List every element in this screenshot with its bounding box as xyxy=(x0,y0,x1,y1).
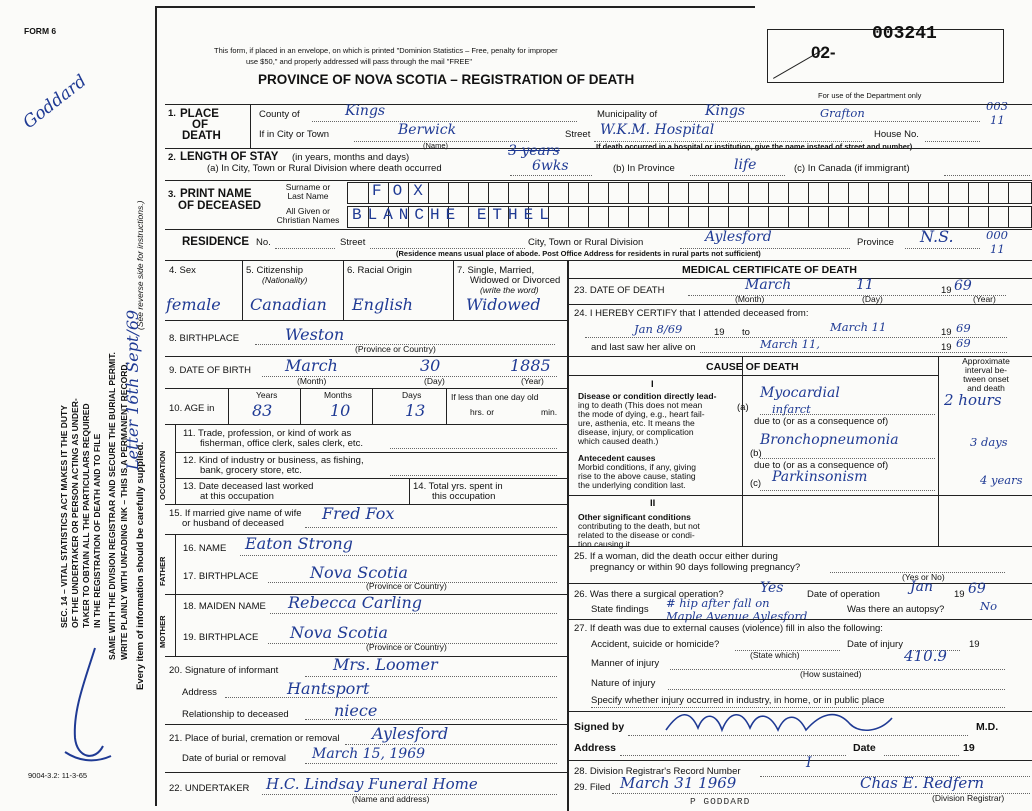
rule xyxy=(453,260,454,320)
stay-c-label: (c) In Canada (if immigrant) xyxy=(794,163,910,174)
rule xyxy=(305,527,557,528)
death-month: March xyxy=(745,277,792,293)
death-date-label: 23. DATE OF DEATH xyxy=(574,285,665,296)
side-text-line6: WRITE PLAINLY WITH UNFADING INK – THIS IS A PERMANENT RECORD. xyxy=(119,362,129,660)
department-note: For use of the Department only xyxy=(818,91,922,100)
rule xyxy=(690,175,785,176)
stay-label-note: (in years, months and days) xyxy=(292,152,410,163)
rule xyxy=(305,763,557,764)
municipality-label: Municipality of xyxy=(597,109,658,120)
signature-address-label: Address xyxy=(574,742,617,754)
side-handwriting: Letter 16th Sept/69 xyxy=(123,309,142,470)
rule xyxy=(446,388,447,424)
place-label-2: OF xyxy=(192,119,208,131)
rule xyxy=(275,248,335,249)
item-2-number: 2. xyxy=(168,152,176,163)
rule xyxy=(165,356,567,357)
mother-maiden-label: 18. MAIDEN NAME xyxy=(183,601,266,612)
county-label: County of xyxy=(259,109,300,120)
q26-date-label: Date of operation xyxy=(807,589,880,600)
due-to-a: due to (or as a consequence of) xyxy=(754,416,889,427)
surname-value: FOX xyxy=(372,182,434,200)
signature-date-label: Date xyxy=(853,742,876,754)
header-note-1: This form, if placed in an envelope, on which is printed "Dominion Statistics – Free, penalty for improper xyxy=(214,46,558,55)
rule xyxy=(250,104,251,148)
rule xyxy=(760,414,935,415)
municipality-value: Kings xyxy=(705,103,746,119)
margin-name: Goddard xyxy=(19,71,91,133)
dob-year: 1885 xyxy=(510,356,551,375)
stay-b-label: (b) In Province xyxy=(613,163,675,174)
mother-caption: (Province or Country) xyxy=(366,642,447,652)
relationship-value: niece xyxy=(334,701,378,720)
side-text-line2: OF THE UNDERTAKER OR PERSON ACTING AS UNDER- xyxy=(70,398,80,628)
sex-label: 4. Sex xyxy=(169,265,196,276)
spouse-label-1: 15. If married give name of wife xyxy=(169,508,302,519)
item-1-number: 1. xyxy=(168,108,176,119)
antecedent-label-4: the underlying condition last. xyxy=(578,480,686,490)
dept-code-3: 000 xyxy=(986,228,1008,242)
signed-by-label: Signed by xyxy=(574,721,625,733)
direct-label-3: the mode of dying, e.g., heart fail- xyxy=(578,409,705,419)
industry-label-2: bank, grocery store, etc. xyxy=(200,465,302,476)
father-birthplace-label: 17. BIRTHPLACE xyxy=(183,571,259,582)
direct-label-2: ing to death (This does not mean xyxy=(578,400,703,410)
rule xyxy=(240,555,557,556)
last-saw-value: March 11, xyxy=(760,337,820,351)
rule xyxy=(175,424,176,504)
last-worked-label-1: 13. Date deceased last worked xyxy=(183,481,314,492)
cause-part-two: II xyxy=(650,498,656,509)
place-label-3: DEATH xyxy=(182,130,221,142)
death-year: 69 xyxy=(954,278,972,294)
last-saw-label: and last saw her alive on xyxy=(591,342,696,353)
registrar-caption: (Division Registrar) xyxy=(932,793,1005,803)
dept-code-1: 003 xyxy=(986,99,1008,113)
cause-a-interval: 2 hours xyxy=(944,391,1002,409)
signature-year-prefix: 19 xyxy=(963,742,975,754)
cause-b-value: Bronchopneumonia xyxy=(760,432,899,448)
rule xyxy=(165,772,567,773)
relationship-label: Relationship to deceased xyxy=(182,709,289,720)
dob-label: 9. DATE OF BIRTH xyxy=(169,365,251,376)
form-number: FORM 6 xyxy=(24,26,57,36)
months-label: Months xyxy=(324,390,352,400)
cause-code: 410.9 xyxy=(904,647,947,665)
injury-year-prefix: 19 xyxy=(969,639,980,650)
mother-birthplace-label: 19. BIRTHPLACE xyxy=(183,632,259,643)
rule xyxy=(620,755,846,756)
surname-label-1: Surname or xyxy=(285,182,331,192)
given-label-1: All Given or xyxy=(286,206,330,216)
rule xyxy=(175,478,567,479)
age-years: 83 xyxy=(252,401,273,420)
birthplace-label: 8. BIRTHPLACE xyxy=(169,333,240,344)
birthplace-caption: (Province or Country) xyxy=(355,344,436,354)
last-saw-year-prefix: 19 xyxy=(941,342,952,353)
undertaker-caption: (Name and address) xyxy=(352,794,430,804)
form-title: PROVINCE OF NOVA SCOTIA – REGISTRATION OF DEATH xyxy=(258,72,635,87)
rule xyxy=(345,744,557,745)
residence-label: RESIDENCE xyxy=(182,236,250,248)
rule xyxy=(165,424,567,425)
sex-value: female xyxy=(166,295,221,314)
rule xyxy=(760,458,935,459)
q25-caption: (Yes or No) xyxy=(902,572,945,582)
attended-to: March 11 xyxy=(830,320,887,334)
how-sustained-caption: (How sustained) xyxy=(800,669,862,679)
total-years-label-1: 14. Total yrs. spent in xyxy=(413,481,503,492)
rule xyxy=(700,352,1007,353)
interval-label-2: interval be- xyxy=(964,365,1008,375)
rule xyxy=(165,148,1032,149)
attended-from-year-prefix: 19 xyxy=(714,327,725,338)
informant-signature-label: 20. Signature of informant xyxy=(169,665,279,676)
accident-label: Accident, suicide or homicide? xyxy=(591,639,720,650)
informant-address-value: Hantsport xyxy=(287,679,370,698)
q29-label: 29. Filed xyxy=(574,782,611,793)
direct-label-5: disease, injury, or complication xyxy=(578,427,694,437)
autopsy-label: Was there an autopsy? xyxy=(847,604,945,615)
direct-label-1: Disease or condition directly lead- xyxy=(578,391,717,401)
deceased-label-1: PRINT NAME xyxy=(180,188,252,200)
rule xyxy=(242,260,243,320)
antecedent-label-1: Antecedent causes xyxy=(578,453,656,463)
q25-label-1: 25. If a woman, did the death occur either during xyxy=(574,551,778,562)
rule xyxy=(628,735,968,736)
rule xyxy=(944,175,1030,176)
stay-a-struck: 3 years xyxy=(508,143,560,159)
cause-a-line-2: infarct xyxy=(772,402,811,416)
racial-label: 6. Racial Origin xyxy=(347,265,412,276)
findings-label: State findings xyxy=(591,604,649,615)
rule xyxy=(680,121,980,122)
burial-date-value: March 15, 1969 xyxy=(312,746,426,762)
city-value: Berwick xyxy=(398,122,457,138)
q26-date-value: Jan xyxy=(910,579,933,595)
header-note-2: use $50," and properly addressed will pass through the mail "FREE" xyxy=(246,57,473,66)
citizenship-value: Canadian xyxy=(250,295,327,314)
side-text-line7: Every item of information should be carefully supplied. xyxy=(135,441,146,690)
other-label-3: related to the disease or condi- xyxy=(578,530,695,540)
dob-month: March xyxy=(285,356,338,375)
spouse-value: Fred Fox xyxy=(322,504,395,523)
dob-day-caption: (Day) xyxy=(424,376,445,386)
rule xyxy=(925,141,980,142)
rule xyxy=(305,719,557,720)
rule xyxy=(225,697,557,698)
margin-signature-mark xyxy=(55,640,115,770)
autopsy-value: No xyxy=(980,599,997,613)
findings-value: # hip after fall on xyxy=(666,596,770,610)
rule xyxy=(305,676,557,677)
medical-title: MEDICAL CERTIFICATE OF DEATH xyxy=(682,264,857,276)
antecedent-label-2: Morbid conditions, if any, giving xyxy=(578,462,696,472)
stay-a-value: 6wks xyxy=(532,158,569,174)
industry-label-1: 12. Kind of industry or business, as fishing, xyxy=(183,455,364,466)
side-text-line8: (See reverse side for instructions.) xyxy=(135,200,145,330)
side-text-line1: SEC. 14 – VITAL STATISTICS ACT MAKES IT THE DUTY xyxy=(59,405,69,628)
mother-side-label: MOTHER xyxy=(158,615,167,648)
father-name-label: 16. NAME xyxy=(183,543,227,554)
rule xyxy=(372,388,373,424)
cause-b-marker: (b) xyxy=(750,448,762,459)
rule xyxy=(884,755,959,756)
birthplace-value: Weston xyxy=(285,325,345,344)
dept-code-2: 11 xyxy=(990,113,1005,127)
residence-province-value: N.S. xyxy=(920,227,954,246)
rule xyxy=(567,619,1032,620)
rule xyxy=(343,260,344,320)
undertaker-value: H.C. Lindsay Funeral Home xyxy=(266,775,478,793)
residence-note: (Residence means usual place of abode. Post Office Address for residents in rural parts not sufficient) xyxy=(396,249,761,258)
street-value: W.K.M. Hospital xyxy=(600,122,715,138)
direct-label-4: ure, asthenia, etc. It means the xyxy=(578,418,695,428)
last-worked-label-2: at this occupation xyxy=(200,491,274,502)
side-text-line4: IN THE REGISTRATION OF DEATH AND TO FILE xyxy=(92,433,102,628)
hrs-label: hrs. or xyxy=(470,407,495,417)
father-birthplace-value: Nova Scotia xyxy=(310,563,408,582)
rule xyxy=(165,260,1032,261)
rule xyxy=(390,448,557,449)
rule xyxy=(760,490,935,491)
stay-b-value: life xyxy=(734,157,757,173)
dob-year-caption: (Year) xyxy=(521,376,544,386)
registrar-stamp: P GODDARD xyxy=(690,796,751,807)
residence-street-label: Street xyxy=(340,237,366,248)
filed-value: March 31 1969 xyxy=(620,774,737,792)
other-label-4: tion causing it. xyxy=(578,539,633,549)
undertaker-label: 22. UNDERTAKER xyxy=(169,783,250,794)
registration-number: 003241 xyxy=(872,24,937,44)
rule xyxy=(165,320,567,321)
place-label-1: PLACE xyxy=(180,108,219,120)
print-code: 9004-3.2: 11-3-65 xyxy=(28,771,88,780)
cause-title: CAUSE OF DEATH xyxy=(706,361,799,373)
column-divider xyxy=(567,260,569,811)
last-saw-year: 69 xyxy=(956,336,971,350)
deceased-label-2: OF DECEASED xyxy=(178,200,262,212)
side-text-line5: SAME WITH THE DIVISION REGISTRAR AND SECURE THE BURIAL PERMIT. xyxy=(107,352,117,660)
q27-label: 27. If death was due to external causes (violence) fill in also the following: xyxy=(574,623,883,634)
q26-value: Yes xyxy=(760,580,784,596)
q26-year: 69 xyxy=(968,581,986,597)
rule xyxy=(938,356,939,546)
stay-label: LENGTH OF STAY xyxy=(180,151,279,163)
rule xyxy=(270,613,557,614)
days-label: Days xyxy=(402,390,422,400)
total-years-label-2: this occupation xyxy=(432,491,496,502)
marital-label-3: (write the word) xyxy=(480,285,539,295)
burial-place-label: 21. Place of burial, cremation or removal xyxy=(169,733,340,744)
direct-label-6: which caused death.) xyxy=(578,436,659,446)
min-label: min. xyxy=(541,407,558,417)
informant-address-label: Address xyxy=(182,687,217,698)
rule xyxy=(668,689,1005,690)
form-top-border xyxy=(155,6,755,8)
registration-prefix: 02- xyxy=(811,43,836,62)
marital-label-2: Widowed or Divorced xyxy=(470,275,561,286)
rule xyxy=(165,388,567,389)
q26-label: 26. Was there a surgical operation? xyxy=(574,589,724,600)
dob-month-caption: (Month) xyxy=(297,376,327,386)
other-label-1: Other significant conditions xyxy=(578,512,691,522)
city-label: If in City or Town xyxy=(259,129,330,140)
interval-label-3: tween onset xyxy=(963,374,1009,384)
mother-birthplace-value: Nova Scotia xyxy=(290,623,388,642)
item-3-number: 3. xyxy=(168,189,176,200)
q25-label-2: pregnancy or within 90 days following pregnancy? xyxy=(590,562,801,573)
street-label: Street xyxy=(565,129,591,140)
injury-date-label: Date of injury xyxy=(847,639,903,650)
state-which-caption: (State which) xyxy=(750,650,800,660)
antecedent-label-3: rise to the above cause, stating xyxy=(578,471,696,481)
rule xyxy=(567,546,1032,547)
other-label-2: contributing to the death, but not xyxy=(578,521,700,531)
specify-label: Specify whether injury occurred in industry, in home, or in public place xyxy=(591,695,885,706)
rule xyxy=(175,594,176,656)
rule xyxy=(175,452,567,453)
due-to-b: due to (or as a consequence of) xyxy=(754,460,889,471)
surname-boxes xyxy=(347,182,1032,204)
rule xyxy=(567,375,938,376)
stay-a-label: (a) In City, Town or Rural Division where death occurred xyxy=(207,163,442,174)
certify-label: 24. I HEREBY CERTIFY that I attended deceased from: xyxy=(574,308,809,319)
death-year-prefix: 19 xyxy=(941,285,952,296)
rule xyxy=(409,478,410,504)
rule xyxy=(165,534,567,535)
cause-c-marker: (c) xyxy=(750,478,762,489)
surname-label-2: Last Name xyxy=(287,191,329,201)
attended-from: Jan 8/69 xyxy=(634,322,683,336)
rule xyxy=(228,388,229,424)
racial-value: English xyxy=(352,295,413,314)
rule xyxy=(165,724,567,725)
house-label: House No. xyxy=(874,129,919,140)
death-year-caption: (Year) xyxy=(973,294,996,304)
attended-to-year-prefix: 19 xyxy=(941,327,952,338)
form-left-border xyxy=(155,6,157,806)
rule xyxy=(905,248,980,249)
father-side-label: FATHER xyxy=(158,556,167,586)
residence-province-label: Province xyxy=(857,237,894,248)
cause-c-interval: 4 years xyxy=(980,473,1023,487)
name-caption: (Name) xyxy=(423,141,449,150)
rule xyxy=(567,583,1032,584)
attended-to-label: to xyxy=(742,327,750,338)
father-name-value: Eaton Strong xyxy=(245,534,353,553)
registrar-name: Chas E. Redfern xyxy=(860,774,985,792)
given-value: BLANCHE ETHEL xyxy=(352,206,555,224)
rule xyxy=(165,229,1032,230)
rule xyxy=(390,475,557,476)
q28-value: I xyxy=(806,755,812,771)
father-caption: (Province or Country) xyxy=(366,581,447,591)
cause-part-one: I xyxy=(651,379,654,390)
rule xyxy=(175,534,176,594)
rule xyxy=(567,495,1032,496)
findings-value-2: Maple Avenue Aylesford xyxy=(666,609,808,623)
interval-label-1: Approximate xyxy=(962,356,1010,366)
dob-day: 30 xyxy=(420,356,441,375)
death-day: 11 xyxy=(856,277,874,293)
rule xyxy=(165,180,1032,181)
nature-label: Nature of injury xyxy=(591,678,656,689)
marital-value: Widowed xyxy=(466,295,541,314)
death-day-caption: (Day) xyxy=(862,294,883,304)
dept-code-4: 11 xyxy=(990,242,1005,256)
rule xyxy=(567,760,1032,761)
rule xyxy=(567,304,1032,305)
occupation-side-label: OCCUPATION xyxy=(158,450,167,500)
residence-no-label: No. xyxy=(256,237,271,248)
rule xyxy=(300,388,301,424)
cause-c-value: Parkinsonism xyxy=(772,469,868,485)
years-label: Years xyxy=(256,390,278,400)
residence-city-label: City, Town or Rural Division xyxy=(528,237,644,248)
death-month-caption: (Month) xyxy=(735,294,765,304)
rule xyxy=(742,356,743,546)
burial-date-label: Date of burial or removal xyxy=(182,753,287,764)
age-months: 10 xyxy=(330,401,351,420)
given-label-2: Christian Names xyxy=(276,215,340,225)
cause-a-marker: (a) xyxy=(737,402,749,413)
municipality-note: Grafton xyxy=(820,106,865,120)
trade-label-1: 11. Trade, profession, or kind of work as xyxy=(183,428,352,439)
less-than-day-label: If less than one day old xyxy=(451,392,539,402)
cause-b-interval: 3 days xyxy=(970,435,1008,449)
side-text-line3: TAKER TO OBTAIN ALL THE PARTICULARS REQUIRED xyxy=(81,403,91,628)
residence-city-value: Aylesford xyxy=(705,229,772,245)
trade-label-2: fisherman, office clerk, sales clerk, etc. xyxy=(200,438,363,449)
spouse-label-2: or husband of deceased xyxy=(182,518,284,529)
attended-to-year: 69 xyxy=(956,321,971,335)
interval-label-4: and death xyxy=(967,383,1005,393)
rule xyxy=(510,175,592,176)
hospital-note: If death occurred in a hospital or institution, give the name instead of street and number) xyxy=(596,142,913,151)
county-value: Kings xyxy=(345,103,386,119)
citizenship-label-2: (Nationality) xyxy=(262,275,308,285)
q28-label: 28. Division Registrar's Record Number xyxy=(574,766,741,777)
age-label: 10. AGE in xyxy=(169,403,215,414)
informant-signature-value: Mrs. Loomer xyxy=(333,655,438,674)
cause-a-line-1: Myocardial xyxy=(760,385,840,401)
marital-label-1: 7. Single, Married, xyxy=(457,265,535,276)
citizenship-label-1: 5. Citizenship xyxy=(246,265,304,276)
manner-label: Manner of injury xyxy=(591,658,660,669)
q26-year-prefix: 19 xyxy=(954,589,965,600)
rule xyxy=(165,104,1032,105)
mother-maiden-value: Rebecca Carling xyxy=(288,593,422,612)
burial-place-value: Aylesford xyxy=(372,724,449,743)
md-label: M.D. xyxy=(976,721,999,733)
age-days: 13 xyxy=(405,401,426,420)
